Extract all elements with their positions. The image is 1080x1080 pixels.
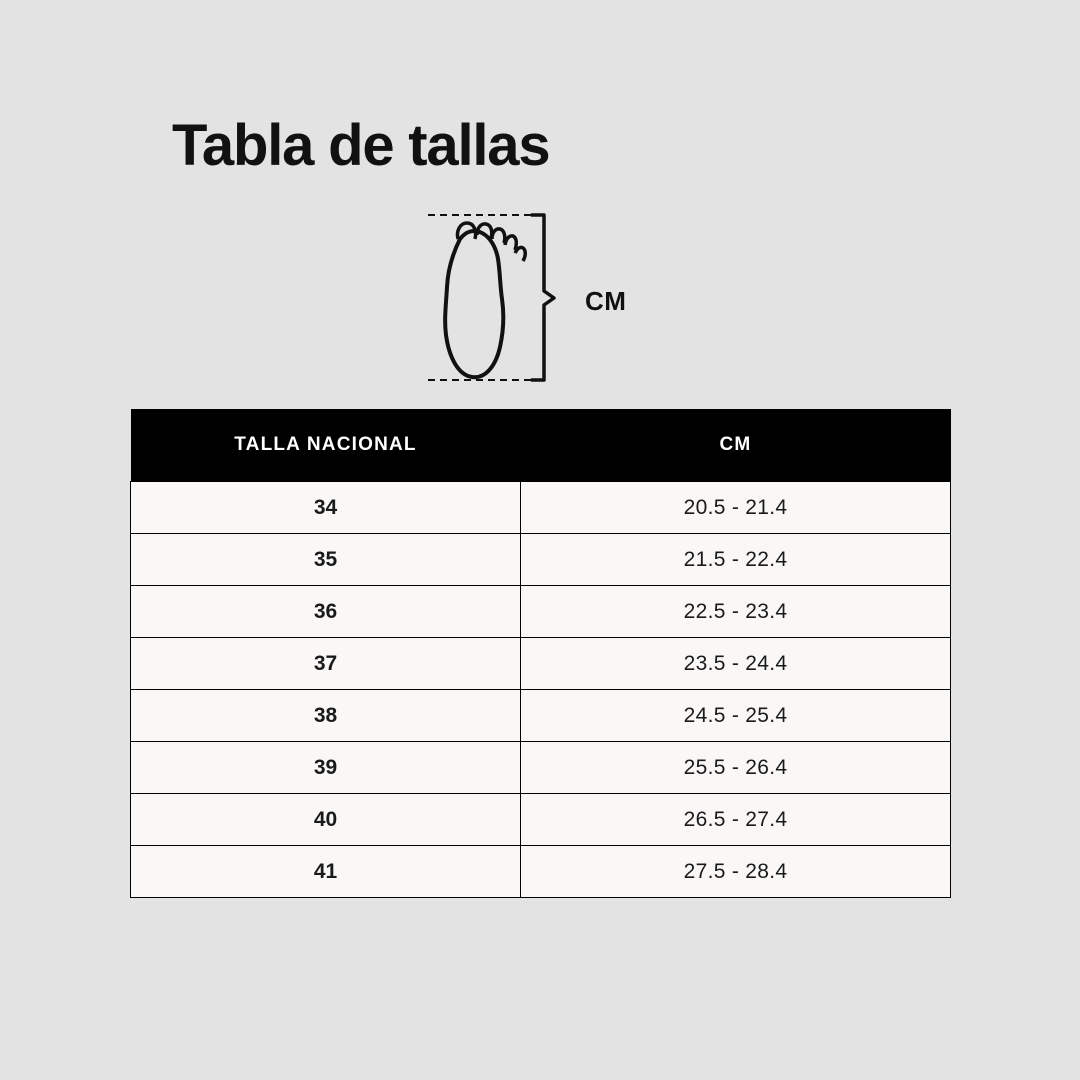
cell-size: 37 xyxy=(131,638,521,690)
table-row xyxy=(131,794,951,846)
table-row xyxy=(131,586,951,638)
size-table-container xyxy=(130,409,950,898)
cell-cm: 26.5 - 27.4 xyxy=(521,794,951,846)
table-row xyxy=(131,690,951,742)
cell-size: 39 xyxy=(131,742,521,794)
table-row xyxy=(131,482,951,534)
measure-bracket-icon xyxy=(532,215,554,380)
size-table xyxy=(130,409,951,898)
cell-cm: 20.5 - 21.4 xyxy=(521,482,951,534)
foot-measure-diagram xyxy=(420,205,670,395)
cell-size: 36 xyxy=(131,586,521,638)
cell-cm: 24.5 - 25.4 xyxy=(521,690,951,742)
cell-size: 38 xyxy=(131,690,521,742)
footprint-icon xyxy=(445,223,525,377)
cell-cm: 21.5 - 22.4 xyxy=(521,534,951,586)
cell-size: 34 xyxy=(131,482,521,534)
table-row xyxy=(131,638,951,690)
page-title: Tabla de tallas xyxy=(172,113,550,178)
cell-cm: 22.5 - 23.4 xyxy=(521,586,951,638)
table-row xyxy=(131,846,951,898)
cm-measure-label: CM xyxy=(585,286,627,316)
table-header-row xyxy=(131,409,951,482)
table-row xyxy=(131,534,951,586)
cell-cm: 23.5 - 24.4 xyxy=(521,638,951,690)
cell-cm: 27.5 - 28.4 xyxy=(521,846,951,898)
cell-size: 41 xyxy=(131,846,521,898)
cell-size: 35 xyxy=(131,534,521,586)
header-cm: CM xyxy=(521,409,951,482)
cell-cm: 25.5 - 26.4 xyxy=(521,742,951,794)
table-row xyxy=(131,742,951,794)
cell-size: 40 xyxy=(131,794,521,846)
header-talla-nacional: TALLA NACIONAL xyxy=(131,409,521,482)
